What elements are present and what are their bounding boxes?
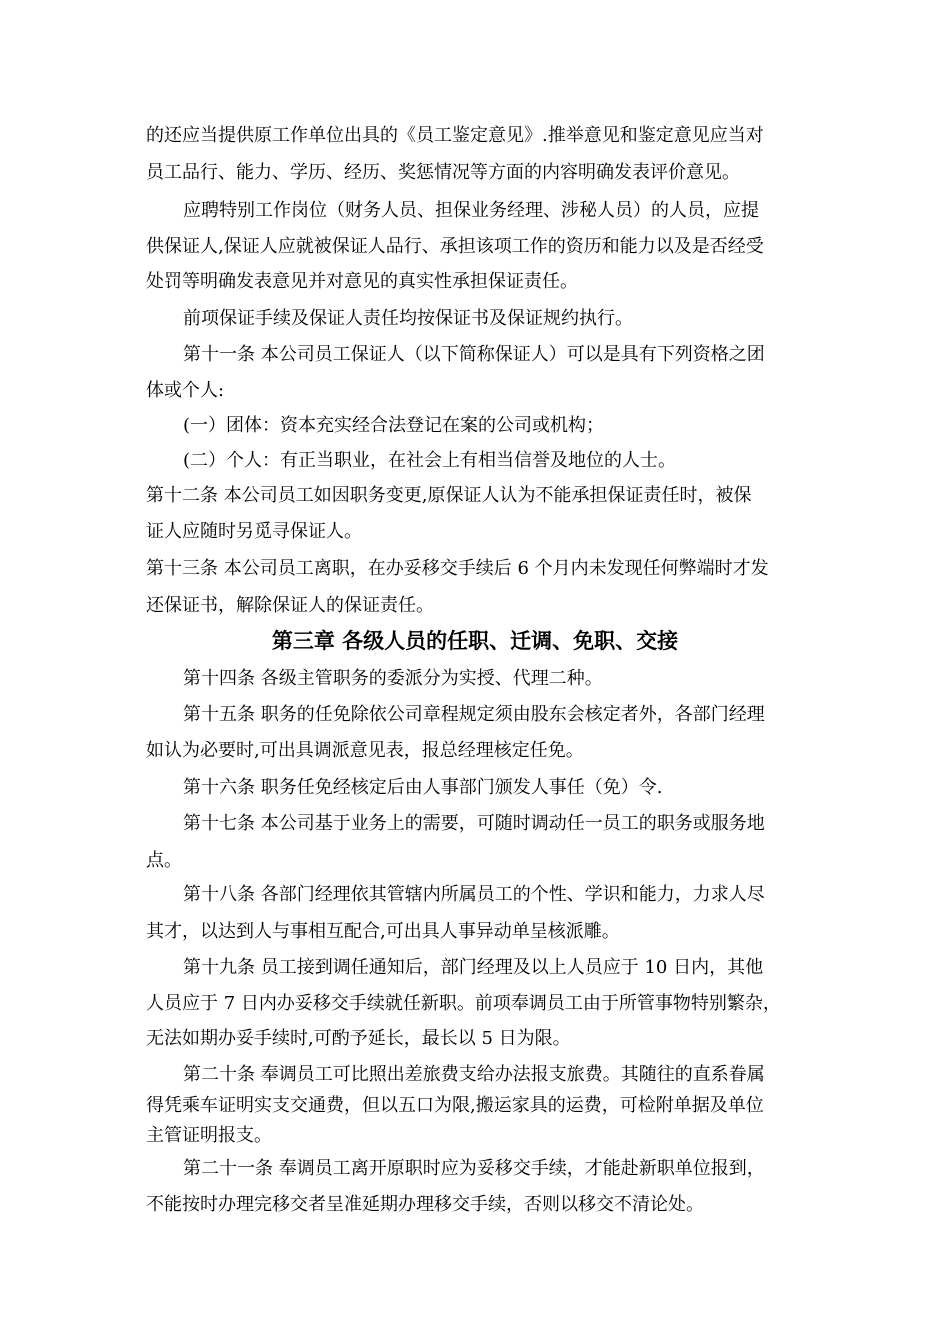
- text-line: 主管证明报支。: [146, 1125, 272, 1146]
- text-line: 第十七条 本公司基于业务上的需要，可随时调动任一员工的职务或服务地: [183, 813, 765, 834]
- text-line: 员工品行、能力、学历、经历、奖惩情况等方面的内容明确发表评价意见。: [146, 162, 740, 183]
- text-line: 证人应随时另觅寻保证人。: [146, 521, 362, 542]
- text-line: 第十四条 各级主管职务的委派分为实授、代理二种。: [183, 668, 603, 689]
- text-line: (二）个人：有正当职业，在社会上有相当信誉及地位的人士。: [183, 450, 677, 471]
- text-line: 得凭乘车证明实支交通费，但以五口为限,搬运家具的运费，可检附单据及单位: [146, 1095, 764, 1116]
- text-line: 的还应当提供原工作单位出具的《员工鉴定意见》.推举意见和鉴定意见应当对: [146, 125, 764, 146]
- text-line: 第十九条 员工接到调任通知后，部门经理及以上人员应于 10 日内，其他: [183, 957, 764, 978]
- text-line: 如认为必要时,可出具调派意见表，报总经理核定任免。: [146, 740, 584, 761]
- text-line: 第十五条 职务的任免除依公司章程规定须由股东会核定者外，各部门经理: [183, 704, 765, 725]
- text-line: 点。: [146, 850, 182, 871]
- text-line: 人员应于 7 日内办妥移交手续就任新职。前项奉调员工由于所管事物特别繁杂，: [146, 993, 781, 1014]
- text-line: 供保证人,保证人应就被保证人品行、承担该项工作的资历和能力以及是否经受: [146, 236, 764, 257]
- text-line: 第十六条 职务任免经核定后由人事部门颁发人事任（免）令.: [183, 777, 663, 798]
- text-line: 其才，以达到人与事相互配合,可出具人事异动单呈核派雕。: [146, 921, 620, 942]
- text-line: 第十一条 本公司员工保证人（以下简称保证人）可以是具有下列资格之团: [183, 344, 765, 365]
- text-line: (一）团体：资本充实经合法登记在案的公司或机构；: [183, 415, 605, 436]
- chapter-heading: 第三章 各级人员的任职、迁调、免职、交接: [271, 629, 679, 653]
- text-line: 第二十条 奉调员工可比照出差旅费支给办法报支旅费。其随往的直系眷属: [183, 1064, 765, 1085]
- text-line: 体或个人:: [146, 380, 225, 401]
- text-line: 第十三条 本公司员工离职，在办妥移交手续后 6 个月内未发现任何弊端时才发: [146, 558, 769, 579]
- text-line: 应聘特别工作岗位（财务人员、担保业务经理、涉秘人员）的人员，应提: [183, 200, 759, 221]
- text-line: 处罚等明确发表意见并对意见的真实性承担保证责任。: [146, 271, 578, 292]
- text-line: 前项保证手续及保证人责任均按保证书及保证规约执行。: [183, 308, 633, 329]
- text-line: 无法如期办妥手续时,可酌予延长，最长以 5 日为限。: [146, 1028, 571, 1049]
- text-line: 第二十一条 奉调员工离开原职时应为妥移交手续，才能赴新职单位报到，: [183, 1158, 765, 1179]
- text-line: 第十二条 本公司员工如因职务变更,原保证人认为不能承担保证责任时，被保: [146, 485, 752, 506]
- text-line: 还保证书，解除保证人的保证责任。: [146, 595, 434, 616]
- text-line: 第十八条 各部门经理依其管辖内所属员工的个性、学识和能力，力求人尽: [183, 884, 765, 905]
- text-line: 不能按时办理完移交者呈准延期办理移交手续，否则以移交不清论处。: [146, 1194, 704, 1215]
